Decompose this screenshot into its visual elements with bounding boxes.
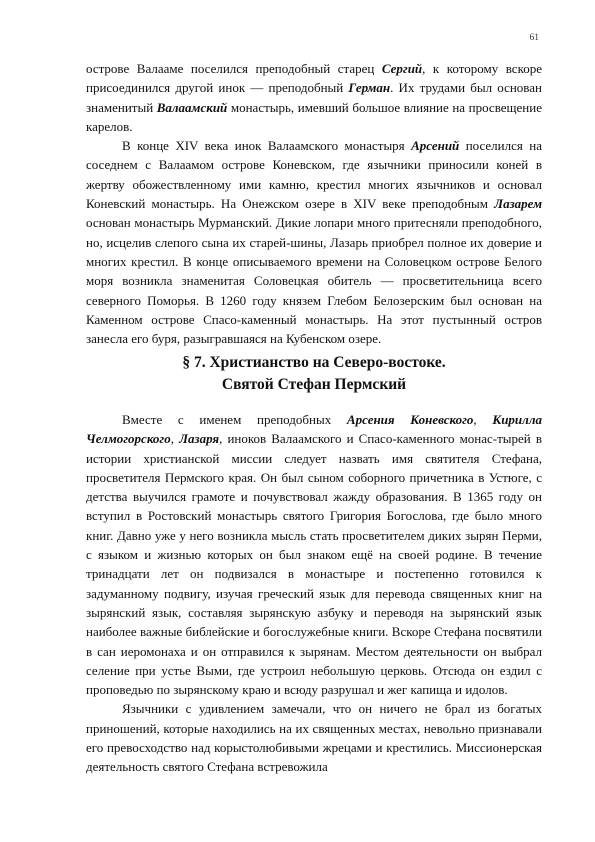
text-run: Язычники с удивлением замечали, что он ничего не брал из богатых приношений, которые находились на их священных местах, невольно признавали его превосходство над корыстолюбивыми жрецами и крестились. Миссионерская деятельность святого Стефана встревожила bbox=[86, 701, 542, 775]
text-run: монастырь, имевший большое влияние на просвещение карелов. bbox=[86, 99, 542, 134]
text-run: основан монастырь Мурманский. Дикие лопари много притесняли преподобного, но, исцелив слепого сына их старей-шины, Лазарь приобрел полное их доверие и многих крестил. В конце описываемого времени на Соловецком острове Белого моря возникла знаменитая Соловецкая обитель — просветительница всего северного Поморья. В 1260 году князем Глебом Белозерским был основан на Каменном острове Спасо-каменный монастырь. На этот пустынный остров занесла его буря, разыгравшаяся на Кубенском озере. bbox=[86, 215, 542, 347]
paragraph bbox=[86, 410, 542, 699]
emphasized-name: Арсения Коневского bbox=[346, 412, 474, 427]
emphasized-name: Сергий bbox=[381, 61, 423, 76]
text-run: В конце XIV века инок Валаамского монастыря bbox=[122, 138, 412, 154]
text-run: , к которому вскоре присоединился другой инок — преподобный bbox=[86, 61, 542, 96]
text-run: , bbox=[473, 412, 493, 427]
section-subtitle: Святой Стефан Пермский bbox=[221, 376, 407, 393]
page-number: 61 bbox=[529, 33, 539, 43]
bottom-text-block bbox=[86, 410, 542, 777]
emphasized-name: Лазарем bbox=[494, 196, 542, 212]
text-run: , bbox=[170, 431, 180, 447]
section-heading bbox=[86, 352, 542, 396]
text-run: , иноков Валаамского и Спасо-каменного монас-тырей в истории христианской миссии следует назвать имя святителя Стефана, просветителя Пермского края. Он был сыном соборного причетника в Устюге, с детства выучился грамоте и почувствовал жажду образования. В 1365 году он вступил в Ростовский монастырь святого Григория Богослова, где было много книг. Давно уже у него возникла мысль стать просветителем диких зырян Перми, с языком и жизнью которых он был знаком ещё на своей родине. В течение тринадцати лет он подвизался в монастыре и постепенно готовился к задуманному подвигу, изучая греческий язык для перевода священных книг на зырянский язык, составляя зырянскую азбуку и переводя на зырянский язык наиболее важные библейские и богослужебные книги. Вскоре Стефана посвятили в сан иеромонаха и он отправился к зырянам. Местом деятельности он выбрал селение при устье Выми, где устроил небольшую церковь. Отсюда он ездил с проповедью по зырянскому краю и всюду разрушал и жег капища и идолов. bbox=[86, 431, 543, 698]
emphasized-name: Кирилла Челмогорского bbox=[86, 412, 542, 447]
emphasized-name: Герман bbox=[348, 80, 391, 96]
text-run: . Их трудами был основан знаменитый bbox=[86, 80, 542, 115]
top-text-block bbox=[86, 59, 542, 348]
emphasized-name: Валаамский bbox=[156, 99, 228, 115]
text-run: поселился на соседнем с Валаамом острове Коневском, где язычники приносили коней в жертву обожествленному ими камню, крестил многих язычников и основал Коневский монастырь. На Онежском озере в XIV веке преподобным bbox=[86, 138, 542, 212]
section-title: § 7. Христианство на Северо-востоке. bbox=[182, 354, 446, 371]
text-run: острове Валааме поселился преподобный старец bbox=[86, 61, 382, 76]
paragraph bbox=[86, 699, 542, 776]
emphasized-name: Лазаря bbox=[179, 431, 220, 447]
paragraph bbox=[86, 136, 542, 348]
paragraph bbox=[86, 59, 542, 136]
emphasized-name: Арсений bbox=[411, 138, 460, 154]
text-run: Вместе с именем преподобных bbox=[122, 412, 347, 427]
